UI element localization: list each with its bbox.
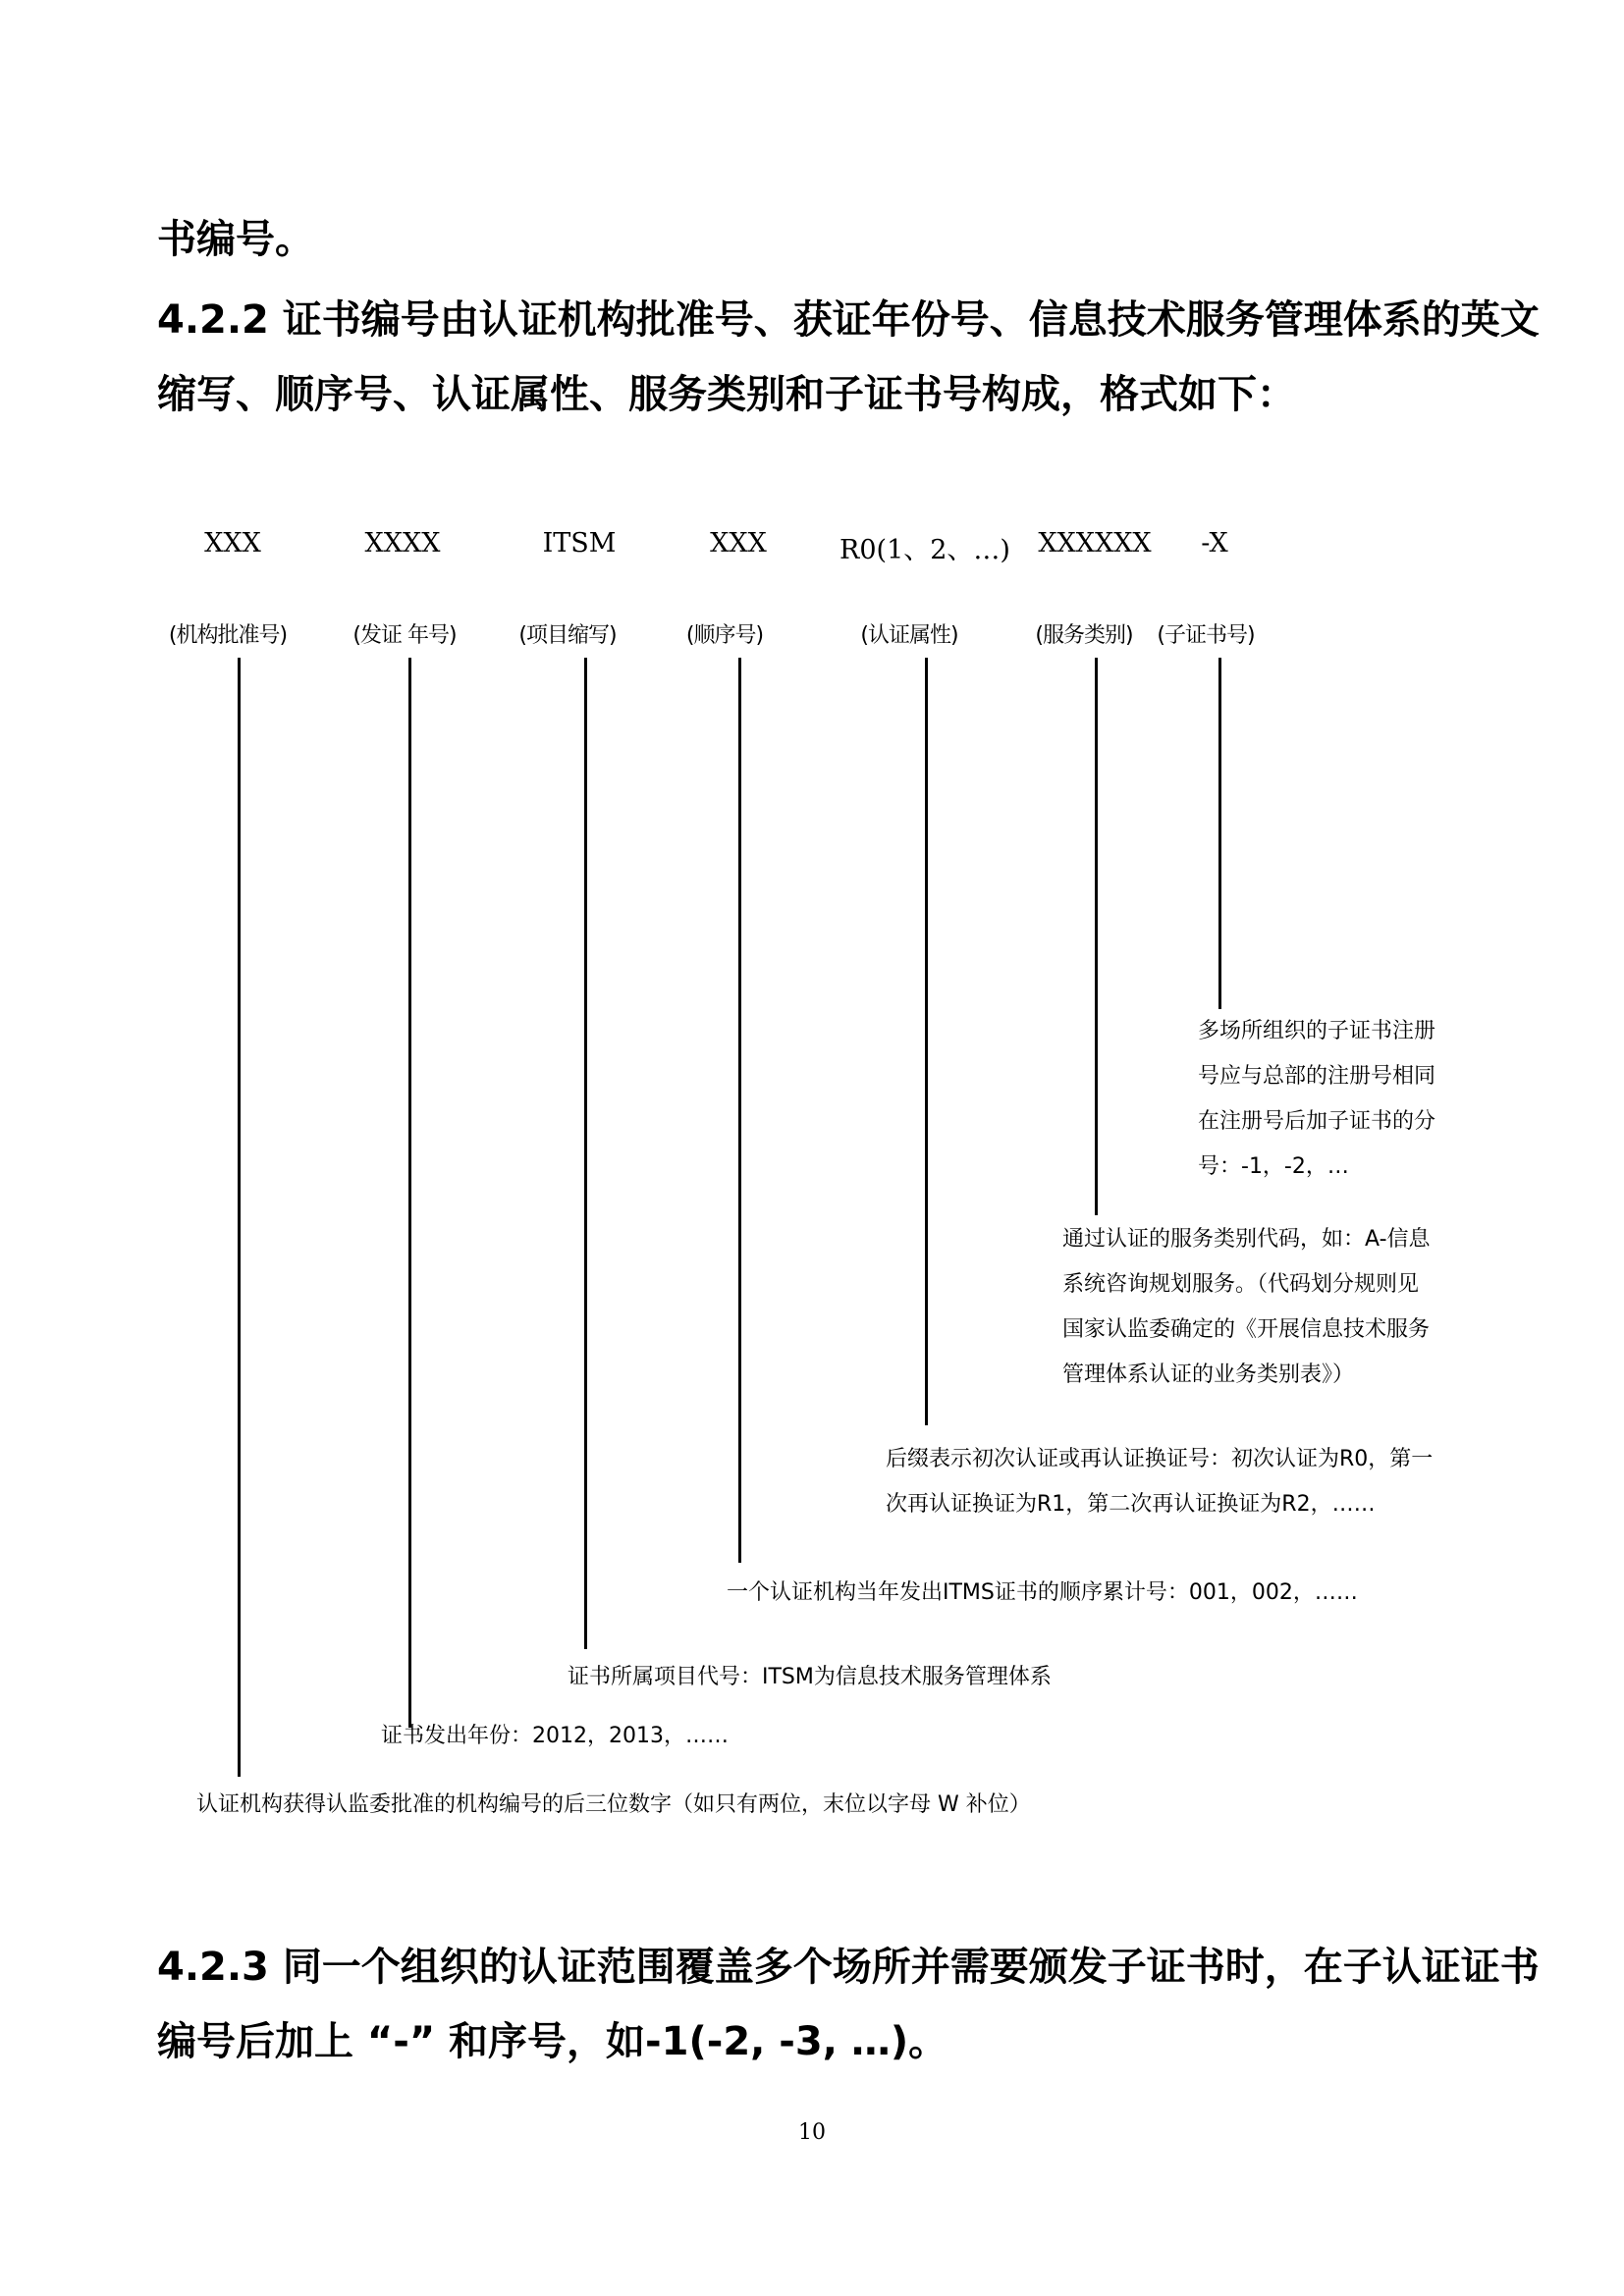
code-attribute: R0(1、2、…) bbox=[839, 535, 1010, 565]
label-attribute: (认证属性) bbox=[860, 623, 958, 648]
description-institution: 认证机构获得认监委批准的机构编号的后三位数字（如只有两位，末位以字母 W 补位） bbox=[196, 1792, 1031, 1817]
code-year: XXXX bbox=[364, 528, 441, 559]
description-line: 国家认监委确定的《开展信息技术服务 bbox=[1062, 1317, 1431, 1342]
code-sub: -X bbox=[1201, 528, 1228, 559]
code-service: XXXXXX bbox=[1038, 528, 1152, 559]
description-line: 系统咨询规划服务。（代码划分规则见 bbox=[1062, 1272, 1420, 1297]
paragraph-4-2-3-line-2: 编号后加上 “-” 和序号，如-1(-2, -3, …)。 bbox=[157, 2019, 948, 2064]
paragraph-4-2-2-line-2: 缩写、顺序号、认证属性、服务类别和子证书号构成，格式如下： bbox=[157, 372, 1296, 417]
description-line: 号：-1，-2，… bbox=[1198, 1154, 1349, 1179]
description-line: 次再认证换证为R1，第二次再认证换证为R2，…… bbox=[886, 1492, 1376, 1517]
description-sequence: 一个认证机构当年发出ITMS证书的顺序累计号：001，002，…… bbox=[727, 1580, 1358, 1605]
label-sequence: (顺序号) bbox=[685, 623, 764, 648]
connector-line-institution bbox=[238, 658, 241, 1777]
connector-line-sub bbox=[1218, 658, 1221, 1009]
paragraph-continuation: 书编号。 bbox=[157, 217, 314, 262]
description-service bbox=[1062, 1217, 1431, 1398]
label-project: (项目缩写) bbox=[518, 623, 617, 648]
description-line: 号应与总部的注册号相同 bbox=[1198, 1064, 1436, 1089]
label-service: (服务类别) bbox=[1035, 623, 1133, 648]
connector-line-attribute bbox=[925, 658, 928, 1425]
connector-line-service bbox=[1095, 658, 1098, 1215]
description-attribute bbox=[886, 1437, 1433, 1527]
label-institution: (机构批准号) bbox=[168, 623, 288, 648]
description-line: 管理体系认证的业务类别表》） bbox=[1062, 1362, 1355, 1387]
connector-line-sequence bbox=[738, 658, 741, 1563]
code-sequence: XXX bbox=[710, 528, 767, 559]
description-year: 证书发出年份：2012，2013，…… bbox=[381, 1724, 729, 1748]
code-project: ITSM bbox=[542, 528, 617, 559]
label-sub: (子证书号) bbox=[1157, 623, 1255, 648]
description-line: 在注册号后加子证书的分 bbox=[1198, 1109, 1436, 1134]
description-project: 证书所属项目代号：ITSM为信息技术服务管理体系 bbox=[568, 1665, 1052, 1689]
paragraph-4-2-3-line-1: 4.2.3 同一个组织的认证范围覆盖多个场所并需要颁发子证书时，在子认证证书 bbox=[157, 1945, 1540, 1990]
description-line: 后缀表示初次认证或再认证换证号：初次认证为R0，第一 bbox=[886, 1447, 1434, 1471]
description-line: 多场所组织的子证书注册 bbox=[1198, 1019, 1436, 1043]
page-number: 10 bbox=[798, 2120, 826, 2145]
description-sub bbox=[1198, 1009, 1435, 1190]
connector-line-project bbox=[584, 658, 587, 1649]
code-institution: XXX bbox=[204, 528, 261, 559]
description-line: 通过认证的服务类别代码，如：A-信息 bbox=[1062, 1227, 1431, 1252]
paragraph-4-2-2-line-1: 4.2.2 证书编号由认证机构批准号、获证年份号、信息技术服务管理体系的英文 bbox=[157, 297, 1540, 343]
connector-line-year bbox=[408, 658, 411, 1728]
label-year: (发证 年号) bbox=[352, 623, 457, 648]
